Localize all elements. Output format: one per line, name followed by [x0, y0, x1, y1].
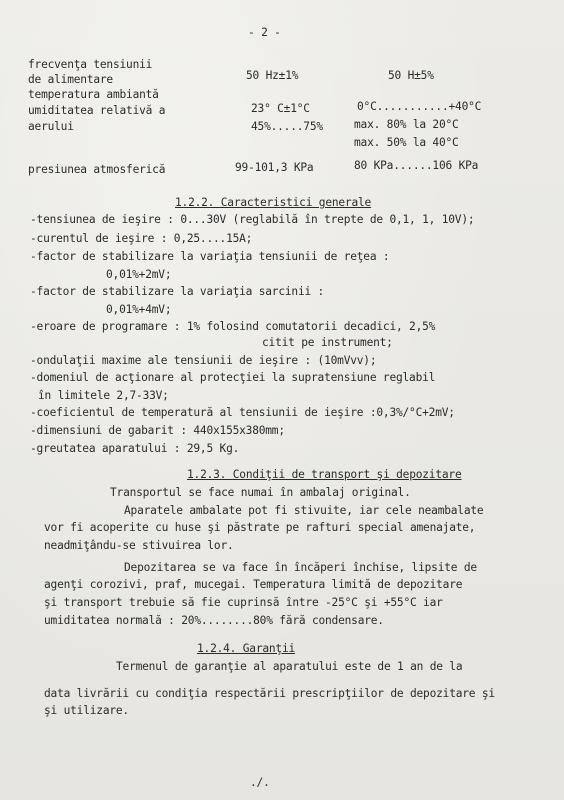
body-line: Aparatele ambalate pot fi stivuite, iar cele neambalate	[124, 504, 484, 517]
body-line: -tensiunea de ieşire : 0...30V (reglabilă în trepte de 0,1, 1, 10V);	[30, 213, 475, 226]
body-line: neadmiţându-se stivuirea lor.	[44, 539, 234, 552]
spec-value-nominal: 23° C±1°C	[251, 102, 310, 115]
section-title: 1.2.3. Condiţii de transport şi depozitare	[187, 468, 462, 481]
section-title: 1.2.2. Caracteristici generale	[175, 196, 372, 209]
body-line: -ondulaţii maxime ale tensiunii de ieşire : (10mVvv);	[30, 354, 377, 367]
spec-label: presiunea atmosferică	[28, 163, 166, 176]
body-line: -curentul de ieşire : 0,25....15A;	[30, 232, 253, 245]
spec-label: temperatura ambiantă	[28, 88, 159, 101]
body-line: 0,01%+4mV;	[106, 303, 172, 316]
body-line: agenţi corozivi, praf, mucegai. Temperatura limită de depozitare	[44, 578, 463, 591]
body-line: Depozitarea se va face în încăperi închise, lipsite de	[124, 561, 477, 574]
spec-value-range: 50 H±5%	[388, 69, 434, 82]
body-line: umiditatea normală : 20%........80% fără condensare.	[44, 614, 384, 627]
spec-label: frecvenţa tensiunii	[28, 58, 153, 71]
section-title: 1.2.4. Garanţii	[197, 642, 296, 655]
body-line: Transportul se face numai în ambalaj original.	[110, 486, 411, 499]
body-line: -domeniul de acţionare al protecţiei la supratensiune reglabil	[30, 371, 436, 384]
spec-label: umiditatea relativă a	[28, 104, 166, 117]
spec-label: de alimentare	[28, 73, 113, 86]
body-line: şi transport trebuie să fie cuprinsă între -25°C şi +55°C iar	[44, 596, 443, 609]
body-line: citit pe instrument;	[262, 336, 393, 349]
spec-value-range: max. 80% la 20°C	[354, 118, 459, 131]
body-line: -coeficientul de temperatură al tensiunii de ieşire :0,3%/°C+2mV;	[30, 406, 455, 419]
body-line: -greutatea aparatului : 29,5 Kg.	[30, 442, 240, 455]
body-line: -factor de stabilizare la variaţia sarcinii :	[30, 285, 325, 298]
spec-value-nominal: 99-101,3 KPa	[235, 161, 314, 174]
body-line: vor fi acoperite cu huse şi păstrate pe rafturi special amenajate,	[44, 521, 476, 534]
body-line: 0,01%+2mV;	[106, 268, 172, 281]
spec-value-nominal: 45%.....75%	[251, 120, 323, 133]
body-line: în limitele 2,7-33V;	[38, 389, 169, 402]
page-number: - 2 -	[248, 26, 281, 39]
body-line: -dimensiuni de gabarit : 440x155x380mm;	[30, 424, 285, 437]
body-line: data livrării cu condiţia respectării prescripţiilor de depozitare şi	[44, 687, 495, 700]
spec-value-range: 80 KPa......106 KPa	[354, 159, 479, 172]
spec-value-range: 0°C...........+40°C	[357, 100, 482, 113]
spec-value-nominal: 50 Hz±1%	[246, 69, 299, 82]
body-line: -factor de stabilizare la variaţia tensiunii de reţea :	[30, 250, 390, 263]
continuation-mark: ./.	[250, 776, 270, 789]
body-line: şi utilizare.	[44, 704, 129, 717]
body-line: Termenul de garanţie al aparatului este de 1 an de la	[116, 660, 463, 673]
body-line: -eroare de programare : 1% folosind comutatorii decadici, 2,5%	[30, 320, 436, 333]
spec-value-range: max. 50% la 40°C	[354, 136, 459, 149]
spec-label: aerului	[28, 120, 74, 133]
